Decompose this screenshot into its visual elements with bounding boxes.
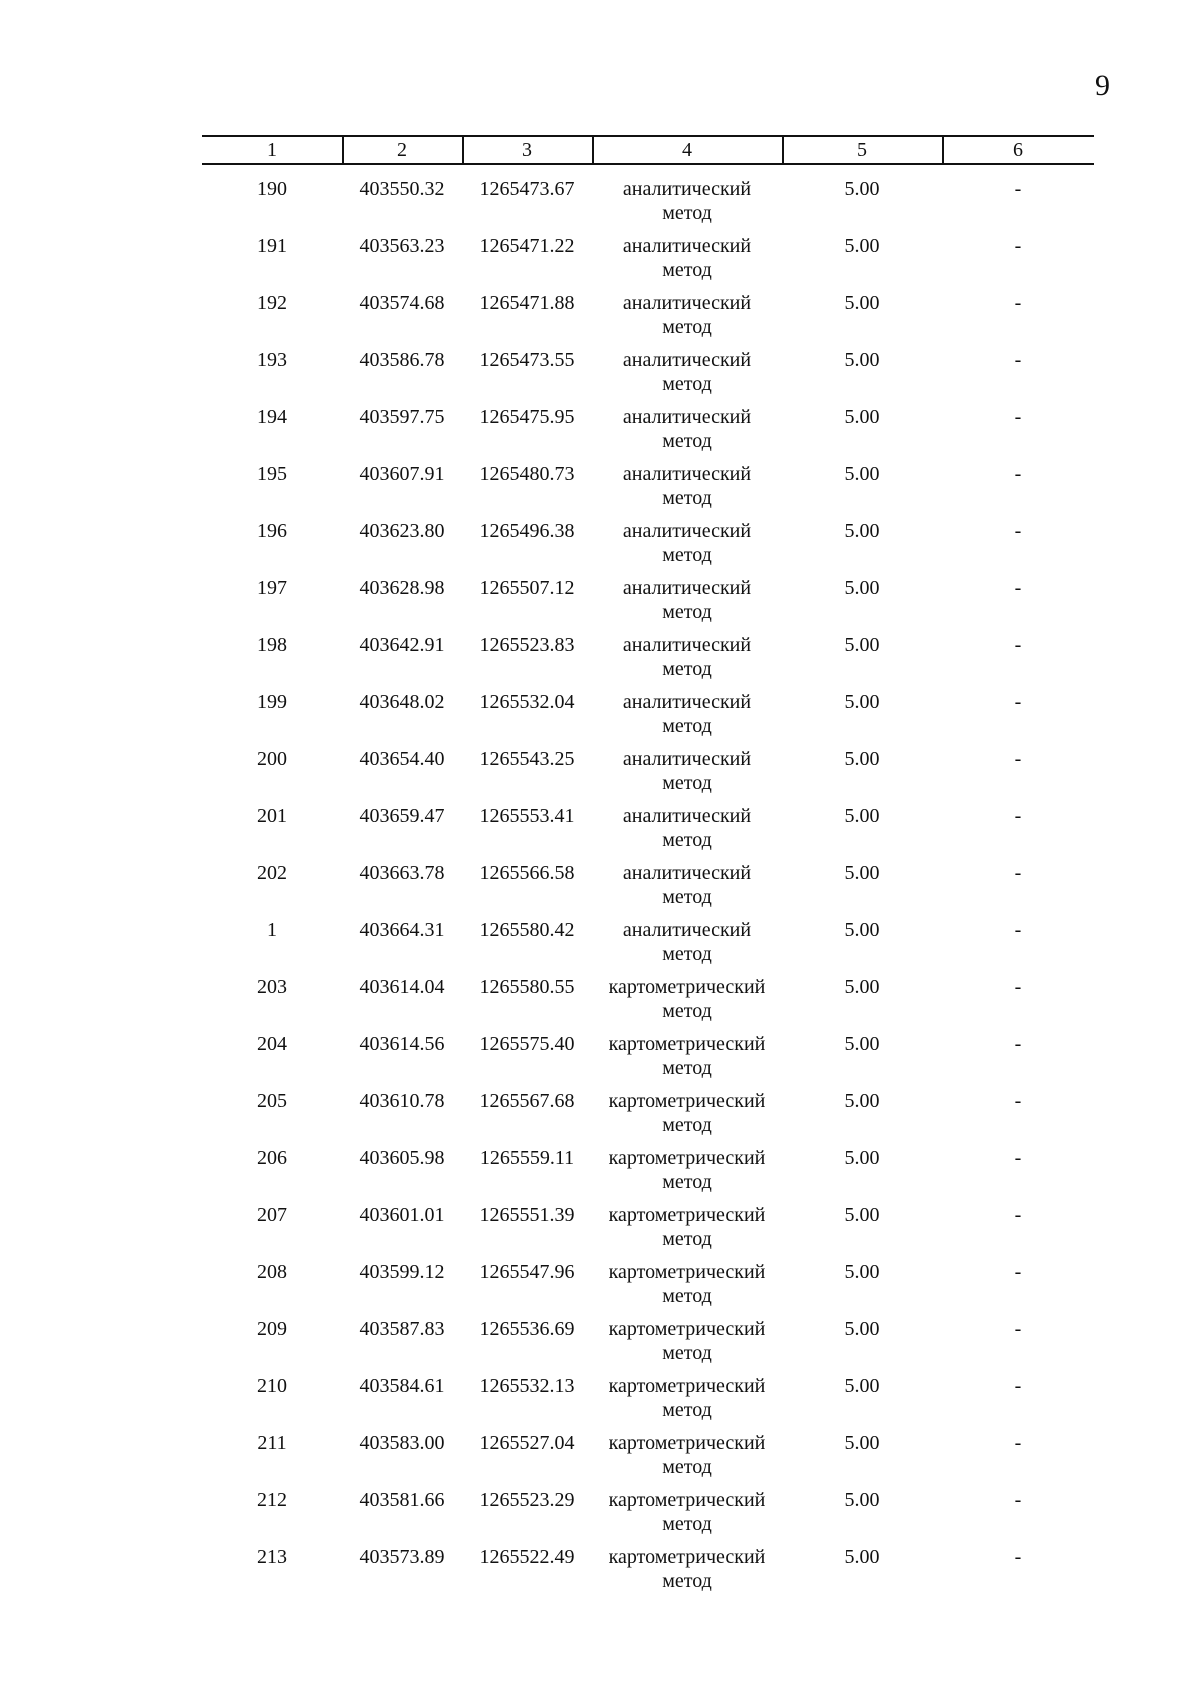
description-cell: - bbox=[1014, 1375, 1022, 1397]
method-line-1: картометрический bbox=[608, 976, 766, 998]
table-row bbox=[202, 747, 1094, 804]
method-line-1: картометрический bbox=[608, 1147, 766, 1169]
description-cell: - bbox=[1014, 235, 1022, 257]
header-divider bbox=[342, 137, 344, 163]
accuracy-cell: 5.00 bbox=[844, 349, 880, 371]
table-row bbox=[202, 1089, 1094, 1146]
header-divider bbox=[462, 137, 464, 163]
description-cell: - bbox=[1014, 349, 1022, 371]
method-line-1: аналитический bbox=[622, 862, 752, 884]
description-cell: - bbox=[1014, 1318, 1022, 1340]
header-col-6: 6 bbox=[1013, 139, 1023, 161]
description-cell: - bbox=[1014, 577, 1022, 599]
table-row bbox=[202, 1317, 1094, 1374]
table-row bbox=[202, 348, 1094, 405]
y-coordinate-cell: 1265496.38 bbox=[479, 520, 575, 542]
x-coordinate-cell: 403663.78 bbox=[359, 862, 445, 884]
method-line-2: метод bbox=[662, 316, 712, 338]
table-row bbox=[202, 177, 1094, 234]
method-line-1: аналитический bbox=[622, 577, 752, 599]
header-col-3: 3 bbox=[522, 139, 532, 161]
y-coordinate-cell: 1265559.11 bbox=[479, 1147, 575, 1169]
x-coordinate-cell: 403563.23 bbox=[359, 235, 445, 257]
method-cell bbox=[592, 1089, 782, 1137]
accuracy-cell: 5.00 bbox=[844, 235, 880, 257]
point-number-cell: 198 bbox=[257, 634, 287, 656]
point-number-cell: 197 bbox=[257, 577, 287, 599]
point-number-cell: 200 bbox=[257, 748, 287, 770]
x-coordinate-cell: 403599.12 bbox=[359, 1261, 445, 1283]
x-coordinate-cell: 403574.68 bbox=[359, 292, 445, 314]
method-line-2: метод bbox=[662, 1513, 712, 1535]
x-coordinate-cell: 403573.89 bbox=[359, 1546, 445, 1568]
y-coordinate-cell: 1265543.25 bbox=[479, 748, 575, 770]
method-line-2: метод bbox=[662, 829, 712, 851]
method-line-1: картометрический bbox=[608, 1261, 766, 1283]
accuracy-cell: 5.00 bbox=[844, 1432, 880, 1454]
method-line-1: аналитический bbox=[622, 748, 752, 770]
table-row bbox=[202, 1146, 1094, 1203]
method-line-1: картометрический bbox=[608, 1204, 766, 1226]
table-row bbox=[202, 1032, 1094, 1089]
method-line-1: аналитический bbox=[622, 235, 752, 257]
method-line-2: метод bbox=[662, 1570, 712, 1592]
accuracy-cell: 5.00 bbox=[844, 748, 880, 770]
accuracy-cell: 5.00 bbox=[844, 178, 880, 200]
method-cell bbox=[592, 519, 782, 567]
description-cell: - bbox=[1014, 1489, 1022, 1511]
accuracy-cell: 5.00 bbox=[844, 862, 880, 884]
method-line-1: аналитический bbox=[622, 292, 752, 314]
y-coordinate-cell: 1265575.40 bbox=[479, 1033, 575, 1055]
accuracy-cell: 5.00 bbox=[844, 1147, 880, 1169]
x-coordinate-cell: 403584.61 bbox=[359, 1375, 445, 1397]
method-line-2: метод bbox=[662, 1114, 712, 1136]
y-coordinate-cell: 1265532.04 bbox=[479, 691, 575, 713]
method-cell bbox=[592, 1317, 782, 1365]
method-line-2: метод bbox=[662, 1228, 712, 1250]
point-number-cell: 206 bbox=[257, 1147, 287, 1169]
method-line-1: аналитический bbox=[622, 919, 752, 941]
x-coordinate-cell: 403659.47 bbox=[359, 805, 445, 827]
description-cell: - bbox=[1014, 748, 1022, 770]
accuracy-cell: 5.00 bbox=[844, 1033, 880, 1055]
method-line-1: аналитический bbox=[622, 463, 752, 485]
method-line-1: картометрический bbox=[608, 1375, 766, 1397]
description-cell: - bbox=[1014, 805, 1022, 827]
method-cell bbox=[592, 1032, 782, 1080]
description-cell: - bbox=[1014, 178, 1022, 200]
x-coordinate-cell: 403550.32 bbox=[359, 178, 445, 200]
point-number-cell: 208 bbox=[257, 1261, 287, 1283]
accuracy-cell: 5.00 bbox=[844, 463, 880, 485]
description-cell: - bbox=[1014, 1546, 1022, 1568]
x-coordinate-cell: 403610.78 bbox=[359, 1090, 445, 1112]
point-number-cell: 191 bbox=[257, 235, 287, 257]
method-line-2: метод bbox=[662, 259, 712, 281]
method-cell bbox=[592, 1260, 782, 1308]
method-cell bbox=[592, 234, 782, 282]
description-cell: - bbox=[1014, 1147, 1022, 1169]
y-coordinate-cell: 1265580.42 bbox=[479, 919, 575, 941]
table-row bbox=[202, 1203, 1094, 1260]
x-coordinate-cell: 403583.00 bbox=[359, 1432, 445, 1454]
method-line-1: картометрический bbox=[608, 1489, 766, 1511]
point-number-cell: 205 bbox=[257, 1090, 287, 1112]
y-coordinate-cell: 1265522.49 bbox=[479, 1546, 575, 1568]
header-col-1: 1 bbox=[267, 139, 277, 161]
table-row bbox=[202, 1545, 1094, 1602]
accuracy-cell: 5.00 bbox=[844, 1546, 880, 1568]
description-cell: - bbox=[1014, 1261, 1022, 1283]
method-line-2: метод bbox=[662, 1399, 712, 1421]
x-coordinate-cell: 403664.31 bbox=[359, 919, 445, 941]
y-coordinate-cell: 1265566.58 bbox=[479, 862, 575, 884]
method-cell bbox=[592, 633, 782, 681]
method-cell bbox=[592, 861, 782, 909]
method-line-2: метод bbox=[662, 772, 712, 794]
accuracy-cell: 5.00 bbox=[844, 634, 880, 656]
table-row bbox=[202, 1374, 1094, 1431]
header-divider bbox=[782, 137, 784, 163]
accuracy-cell: 5.00 bbox=[844, 1489, 880, 1511]
description-cell: - bbox=[1014, 1090, 1022, 1112]
description-cell: - bbox=[1014, 406, 1022, 428]
y-coordinate-cell: 1265475.95 bbox=[479, 406, 575, 428]
accuracy-cell: 5.00 bbox=[844, 406, 880, 428]
method-cell bbox=[592, 348, 782, 396]
page-number: 9 bbox=[1095, 69, 1110, 102]
y-coordinate-cell: 1265580.55 bbox=[479, 976, 575, 998]
method-line-1: картометрический bbox=[608, 1432, 766, 1454]
method-cell bbox=[592, 1203, 782, 1251]
y-coordinate-cell: 1265532.13 bbox=[479, 1375, 575, 1397]
method-line-1: аналитический bbox=[622, 349, 752, 371]
table-row bbox=[202, 1488, 1094, 1545]
x-coordinate-cell: 403607.91 bbox=[359, 463, 445, 485]
x-coordinate-cell: 403614.56 bbox=[359, 1033, 445, 1055]
x-coordinate-cell: 403581.66 bbox=[359, 1489, 445, 1511]
method-cell bbox=[592, 462, 782, 510]
accuracy-cell: 5.00 bbox=[844, 1261, 880, 1283]
header-divider bbox=[942, 137, 944, 163]
point-number-cell: 201 bbox=[257, 805, 287, 827]
x-coordinate-cell: 403648.02 bbox=[359, 691, 445, 713]
table-row bbox=[202, 633, 1094, 690]
method-line-2: метод bbox=[662, 487, 712, 509]
table-row bbox=[202, 690, 1094, 747]
y-coordinate-cell: 1265567.68 bbox=[479, 1090, 575, 1112]
method-line-1: аналитический bbox=[622, 805, 752, 827]
method-cell bbox=[592, 1374, 782, 1422]
y-coordinate-cell: 1265523.29 bbox=[479, 1489, 575, 1511]
method-line-2: метод bbox=[662, 1342, 712, 1364]
point-number-cell: 204 bbox=[257, 1033, 287, 1055]
method-cell bbox=[592, 1488, 782, 1536]
accuracy-cell: 5.00 bbox=[844, 292, 880, 314]
accuracy-cell: 5.00 bbox=[844, 1318, 880, 1340]
description-cell: - bbox=[1014, 862, 1022, 884]
method-cell bbox=[592, 918, 782, 966]
point-number-cell: 207 bbox=[257, 1204, 287, 1226]
point-number-cell: 203 bbox=[257, 976, 287, 998]
header-divider bbox=[592, 137, 594, 163]
description-cell: - bbox=[1014, 634, 1022, 656]
x-coordinate-cell: 403601.01 bbox=[359, 1204, 445, 1226]
method-line-1: аналитический bbox=[622, 634, 752, 656]
method-line-1: картометрический bbox=[608, 1318, 766, 1340]
description-cell: - bbox=[1014, 1432, 1022, 1454]
y-coordinate-cell: 1265471.22 bbox=[479, 235, 575, 257]
y-coordinate-cell: 1265527.04 bbox=[479, 1432, 575, 1454]
method-line-2: метод bbox=[662, 715, 712, 737]
method-cell bbox=[592, 576, 782, 624]
table-row bbox=[202, 291, 1094, 348]
method-cell bbox=[592, 1431, 782, 1479]
point-number-cell: 213 bbox=[257, 1546, 287, 1568]
table-row bbox=[202, 576, 1094, 633]
x-coordinate-cell: 403642.91 bbox=[359, 634, 445, 656]
method-line-1: картометрический bbox=[608, 1090, 766, 1112]
description-cell: - bbox=[1014, 691, 1022, 713]
table-row bbox=[202, 804, 1094, 861]
header-col-5: 5 bbox=[857, 139, 867, 161]
accuracy-cell: 5.00 bbox=[844, 577, 880, 599]
method-line-2: метод bbox=[662, 544, 712, 566]
table-row bbox=[202, 462, 1094, 519]
table-row bbox=[202, 1260, 1094, 1317]
method-line-2: метод bbox=[662, 1057, 712, 1079]
point-number-cell: 190 bbox=[257, 178, 287, 200]
description-cell: - bbox=[1014, 919, 1022, 941]
y-coordinate-cell: 1265507.12 bbox=[479, 577, 575, 599]
table-body bbox=[202, 177, 1094, 1602]
description-cell: - bbox=[1014, 292, 1022, 314]
accuracy-cell: 5.00 bbox=[844, 520, 880, 542]
header-col-4: 4 bbox=[682, 139, 692, 161]
point-number-cell: 211 bbox=[257, 1432, 287, 1454]
y-coordinate-cell: 1265553.41 bbox=[479, 805, 575, 827]
y-coordinate-cell: 1265471.88 bbox=[479, 292, 575, 314]
accuracy-cell: 5.00 bbox=[844, 1375, 880, 1397]
method-line-1: аналитический bbox=[622, 520, 752, 542]
method-line-1: картометрический bbox=[608, 1546, 766, 1568]
method-cell bbox=[592, 405, 782, 453]
method-line-2: метод bbox=[662, 1000, 712, 1022]
description-cell: - bbox=[1014, 463, 1022, 485]
method-line-1: аналитический bbox=[622, 691, 752, 713]
table-row bbox=[202, 519, 1094, 576]
method-line-2: метод bbox=[662, 601, 712, 623]
accuracy-cell: 5.00 bbox=[844, 919, 880, 941]
point-number-cell: 196 bbox=[257, 520, 287, 542]
description-cell: - bbox=[1014, 520, 1022, 542]
x-coordinate-cell: 403654.40 bbox=[359, 748, 445, 770]
point-number-cell: 199 bbox=[257, 691, 287, 713]
y-coordinate-cell: 1265547.96 bbox=[479, 1261, 575, 1283]
description-cell: - bbox=[1014, 1033, 1022, 1055]
y-coordinate-cell: 1265473.55 bbox=[479, 349, 575, 371]
accuracy-cell: 5.00 bbox=[844, 976, 880, 998]
method-line-2: метод bbox=[662, 943, 712, 965]
point-number-cell: 209 bbox=[257, 1318, 287, 1340]
method-cell bbox=[592, 690, 782, 738]
method-cell bbox=[592, 1146, 782, 1194]
accuracy-cell: 5.00 bbox=[844, 1090, 880, 1112]
y-coordinate-cell: 1265551.39 bbox=[479, 1204, 575, 1226]
method-line-1: картометрический bbox=[608, 1033, 766, 1055]
table-row bbox=[202, 234, 1094, 291]
method-line-2: метод bbox=[662, 1456, 712, 1478]
method-cell bbox=[592, 975, 782, 1023]
x-coordinate-cell: 403628.98 bbox=[359, 577, 445, 599]
x-coordinate-cell: 403605.98 bbox=[359, 1147, 445, 1169]
point-number-cell: 193 bbox=[257, 349, 287, 371]
method-line-1: аналитический bbox=[622, 178, 752, 200]
coordinates-table bbox=[202, 135, 1094, 1602]
x-coordinate-cell: 403623.80 bbox=[359, 520, 445, 542]
x-coordinate-cell: 403587.83 bbox=[359, 1318, 445, 1340]
table-row bbox=[202, 1431, 1094, 1488]
method-cell bbox=[592, 177, 782, 225]
table-row bbox=[202, 975, 1094, 1032]
table-row bbox=[202, 405, 1094, 462]
x-coordinate-cell: 403597.75 bbox=[359, 406, 445, 428]
y-coordinate-cell: 1265480.73 bbox=[479, 463, 575, 485]
description-cell: - bbox=[1014, 1204, 1022, 1226]
table-header-row bbox=[202, 135, 1094, 165]
accuracy-cell: 5.00 bbox=[844, 805, 880, 827]
point-number-cell: 192 bbox=[257, 292, 287, 314]
method-line-2: метод bbox=[662, 886, 712, 908]
method-line-2: метод bbox=[662, 430, 712, 452]
header-col-2: 2 bbox=[397, 139, 407, 161]
method-cell bbox=[592, 1545, 782, 1593]
y-coordinate-cell: 1265536.69 bbox=[479, 1318, 575, 1340]
method-cell bbox=[592, 291, 782, 339]
point-number-cell: 1 bbox=[267, 919, 277, 941]
table-row bbox=[202, 918, 1094, 975]
point-number-cell: 194 bbox=[257, 406, 287, 428]
method-line-2: метод bbox=[662, 658, 712, 680]
method-line-2: метод bbox=[662, 373, 712, 395]
x-coordinate-cell: 403586.78 bbox=[359, 349, 445, 371]
accuracy-cell: 5.00 bbox=[844, 691, 880, 713]
y-coordinate-cell: 1265473.67 bbox=[479, 178, 575, 200]
point-number-cell: 210 bbox=[257, 1375, 287, 1397]
method-cell bbox=[592, 804, 782, 852]
x-coordinate-cell: 403614.04 bbox=[359, 976, 445, 998]
point-number-cell: 212 bbox=[257, 1489, 287, 1511]
method-line-1: аналитический bbox=[622, 406, 752, 428]
table-row bbox=[202, 861, 1094, 918]
method-cell bbox=[592, 747, 782, 795]
accuracy-cell: 5.00 bbox=[844, 1204, 880, 1226]
point-number-cell: 202 bbox=[257, 862, 287, 884]
method-line-2: метод bbox=[662, 202, 712, 224]
point-number-cell: 195 bbox=[257, 463, 287, 485]
description-cell: - bbox=[1014, 976, 1022, 998]
method-line-2: метод bbox=[662, 1171, 712, 1193]
method-line-2: метод bbox=[662, 1285, 712, 1307]
y-coordinate-cell: 1265523.83 bbox=[479, 634, 575, 656]
